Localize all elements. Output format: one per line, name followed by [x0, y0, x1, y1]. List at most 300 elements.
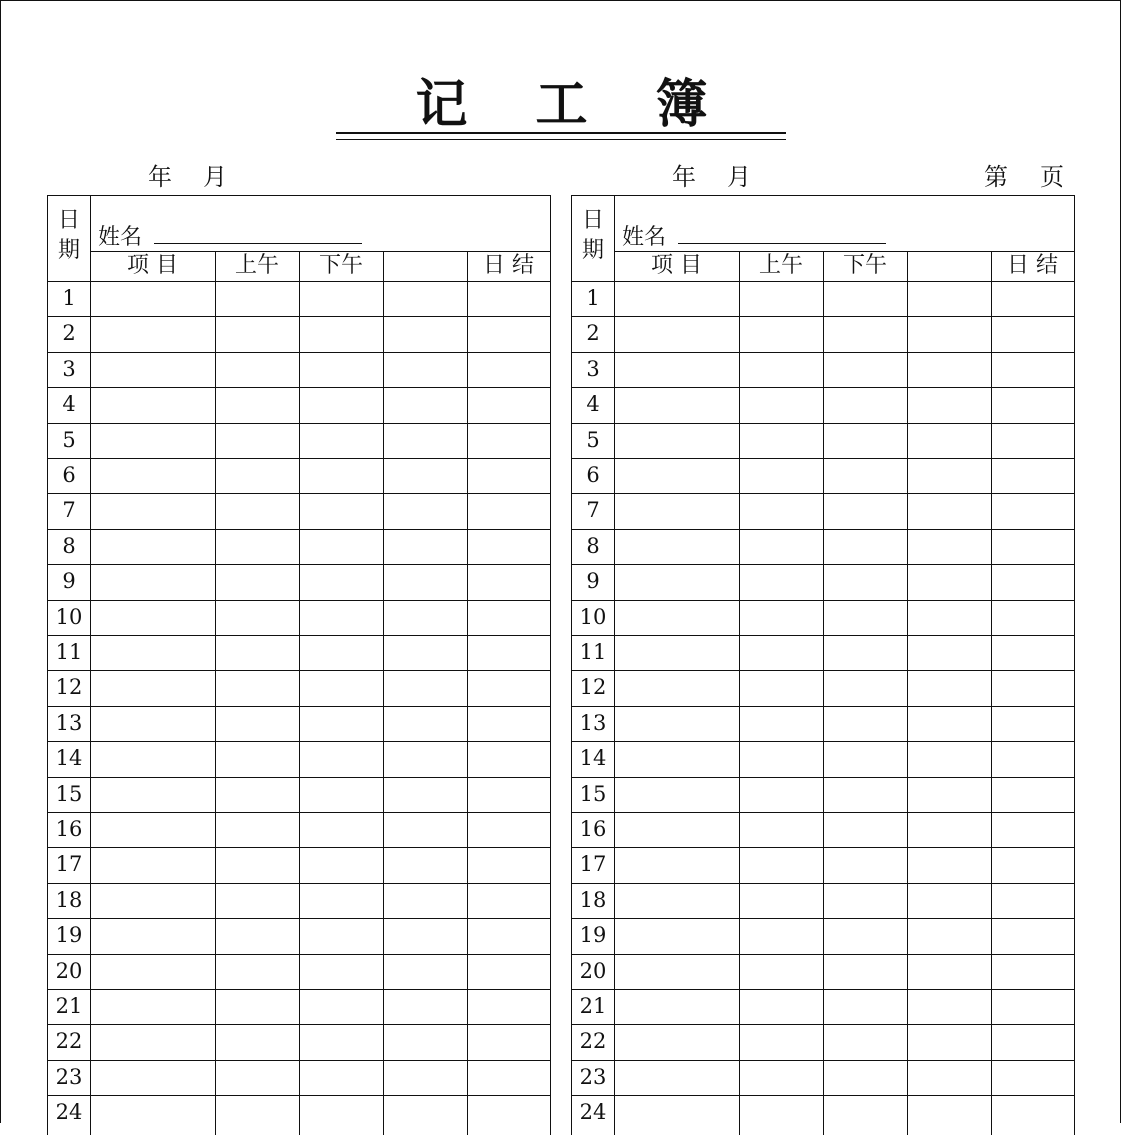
table-cell[interactable]	[823, 282, 907, 316]
table-cell[interactable]	[90, 742, 215, 776]
table-cell[interactable]	[299, 990, 383, 1024]
table-cell[interactable]	[215, 919, 299, 953]
table-cell[interactable]	[614, 565, 739, 599]
table-cell[interactable]	[907, 742, 991, 776]
table-cell[interactable]	[991, 1025, 1074, 1059]
table-cell[interactable]	[907, 919, 991, 953]
table-cell[interactable]	[907, 707, 991, 741]
table-cell[interactable]	[614, 530, 739, 564]
table-cell[interactable]	[739, 707, 823, 741]
table-cell[interactable]	[299, 282, 383, 316]
row-date-number: 11	[55, 640, 83, 664]
table-cell[interactable]	[823, 459, 907, 493]
row-date-number: 5	[62, 427, 76, 452]
table-cell[interactable]	[991, 459, 1074, 493]
table-cell[interactable]	[383, 565, 467, 599]
name-input-line[interactable]	[154, 243, 362, 244]
table-cell[interactable]	[991, 388, 1074, 422]
table-cell[interactable]	[90, 1025, 215, 1059]
table-cell[interactable]	[215, 494, 299, 528]
title-underline-thin	[336, 139, 786, 140]
row-date-number: 1	[586, 286, 600, 310]
table-cell[interactable]	[467, 1025, 550, 1059]
table-cell[interactable]	[299, 1025, 383, 1059]
page-prefix-label: 第	[984, 163, 1008, 191]
table-cell[interactable]	[467, 388, 550, 422]
column-header: 日 结	[483, 253, 534, 278]
table-cell[interactable]	[383, 317, 467, 351]
table-cell[interactable]	[215, 848, 299, 882]
row-date-number: 16	[579, 817, 607, 841]
table-cell[interactable]	[299, 707, 383, 741]
table-cell[interactable]	[299, 317, 383, 351]
table-cell[interactable]	[991, 636, 1074, 670]
table-cell[interactable]	[991, 848, 1074, 882]
table-cell[interactable]	[907, 1096, 991, 1130]
row-date-number: 14	[579, 746, 607, 771]
table-cell[interactable]	[991, 671, 1074, 705]
page-suffix-label: 页	[1040, 163, 1064, 191]
table-cell[interactable]	[991, 530, 1074, 564]
row-date-number: 3	[586, 356, 600, 381]
table-cell[interactable]	[90, 848, 215, 882]
table-cell[interactable]	[991, 955, 1074, 989]
table-cell[interactable]	[90, 813, 215, 847]
row-date-number: 13	[55, 710, 83, 735]
table-cell[interactable]	[299, 848, 383, 882]
column-header	[383, 251, 467, 281]
table-cell[interactable]	[991, 494, 1074, 528]
table-cell[interactable]	[823, 813, 907, 847]
table-cell[interactable]	[907, 601, 991, 635]
table-cell[interactable]	[739, 884, 823, 918]
table-cell[interactable]	[383, 707, 467, 741]
name-label: 姓名	[98, 225, 143, 250]
page-title: 记工簿	[415, 75, 776, 135]
table-cell[interactable]	[907, 494, 991, 528]
table-cell[interactable]	[991, 1096, 1074, 1130]
table-cell[interactable]	[739, 494, 823, 528]
table-cell[interactable]	[991, 353, 1074, 387]
table-cell[interactable]	[90, 884, 215, 918]
table-cell[interactable]	[907, 636, 991, 670]
table-cell[interactable]	[614, 388, 739, 422]
table-cell[interactable]	[991, 317, 1074, 351]
table-cell[interactable]	[907, 317, 991, 351]
table-cell[interactable]	[383, 353, 467, 387]
table-cell[interactable]	[739, 424, 823, 458]
row-date-number: 17	[55, 852, 83, 877]
table-cell[interactable]	[823, 1061, 907, 1095]
row-date-number: 13	[579, 710, 607, 735]
table-cell[interactable]	[215, 955, 299, 989]
table-cell[interactable]	[614, 919, 739, 953]
table-cell[interactable]	[991, 601, 1074, 635]
table-cell[interactable]	[907, 813, 991, 847]
table-cell[interactable]	[467, 353, 550, 387]
table-cell[interactable]	[383, 919, 467, 953]
table-cell[interactable]	[739, 636, 823, 670]
table-cell[interactable]	[739, 813, 823, 847]
table-cell[interactable]	[823, 919, 907, 953]
table-cell[interactable]	[467, 636, 550, 670]
table-cell[interactable]	[907, 282, 991, 316]
table-cell[interactable]	[823, 1025, 907, 1059]
table-cell[interactable]	[907, 884, 991, 918]
row-date-number: 9	[62, 569, 76, 594]
table-cell[interactable]	[739, 1061, 823, 1095]
row-date-number: 2	[586, 321, 600, 346]
table-cell[interactable]	[739, 955, 823, 989]
table-cell[interactable]	[739, 778, 823, 812]
title-underline	[336, 132, 786, 134]
table-cell[interactable]	[991, 565, 1074, 599]
row-date-number: 4	[62, 392, 76, 417]
table-cell[interactable]	[215, 778, 299, 812]
row-date-number: 9	[586, 569, 600, 594]
table-cell[interactable]	[90, 565, 215, 599]
table-cell[interactable]	[614, 1096, 739, 1130]
table-cell[interactable]	[823, 317, 907, 351]
table-cell[interactable]	[991, 919, 1074, 953]
table-cell[interactable]	[215, 1025, 299, 1059]
table-cell[interactable]	[467, 955, 550, 989]
table-cell[interactable]	[215, 565, 299, 599]
column-header: 下午	[318, 253, 363, 278]
table-cell[interactable]	[907, 671, 991, 705]
table-cell[interactable]	[299, 353, 383, 387]
row-date-number: 21	[579, 994, 607, 1018]
table-cell[interactable]	[383, 990, 467, 1024]
row-date-number: 10	[579, 604, 607, 629]
table-cell[interactable]	[823, 707, 907, 741]
row-date-number: 6	[62, 463, 76, 487]
right-work-record-table	[571, 195, 1075, 1135]
table-cell[interactable]	[299, 955, 383, 989]
table-cell[interactable]	[739, 530, 823, 564]
table-cell[interactable]	[907, 530, 991, 564]
table-cell[interactable]	[383, 848, 467, 882]
table-cell[interactable]	[614, 778, 739, 812]
table-cell[interactable]	[614, 848, 739, 882]
table-cell[interactable]	[614, 707, 739, 741]
row-date-number: 20	[55, 958, 83, 983]
table-cell[interactable]	[907, 459, 991, 493]
table-cell[interactable]	[467, 601, 550, 635]
row-date-number: 22	[579, 1029, 607, 1054]
table-cell[interactable]	[383, 282, 467, 316]
table-cell[interactable]	[991, 1061, 1074, 1095]
table-cell[interactable]	[215, 990, 299, 1024]
table-cell[interactable]	[823, 990, 907, 1024]
table-cell[interactable]	[215, 353, 299, 387]
table-cell[interactable]	[383, 778, 467, 812]
table-cell[interactable]	[823, 601, 907, 635]
table-cell[interactable]	[90, 530, 215, 564]
table-cell[interactable]	[90, 424, 215, 458]
table-cell[interactable]	[383, 494, 467, 528]
table-cell[interactable]	[215, 282, 299, 316]
table-cell[interactable]	[383, 742, 467, 776]
table-cell[interactable]	[299, 778, 383, 812]
table-cell[interactable]	[90, 990, 215, 1024]
row-date-number: 7	[62, 498, 76, 523]
table-cell[interactable]	[739, 317, 823, 351]
table-cell[interactable]	[823, 742, 907, 776]
table-cell[interactable]	[383, 671, 467, 705]
table-cell[interactable]	[90, 317, 215, 351]
table-cell[interactable]	[614, 424, 739, 458]
table-cell[interactable]	[823, 388, 907, 422]
table-cell[interactable]	[991, 282, 1074, 316]
row-date-number: 24	[55, 1100, 83, 1125]
table-cell[interactable]	[299, 1096, 383, 1130]
table-cell[interactable]	[299, 813, 383, 847]
table-cell[interactable]	[823, 565, 907, 599]
table-cell[interactable]	[467, 848, 550, 882]
row-date-number: 22	[55, 1029, 83, 1054]
table-cell[interactable]	[90, 671, 215, 705]
table-cell[interactable]	[383, 813, 467, 847]
table-cell[interactable]	[90, 494, 215, 528]
table-cell[interactable]	[614, 990, 739, 1024]
row-date-number: 12	[55, 675, 83, 700]
name-label: 姓名	[622, 225, 667, 250]
table-cell[interactable]	[215, 459, 299, 493]
table-cell[interactable]	[383, 1025, 467, 1059]
table-cell[interactable]	[383, 884, 467, 918]
table-cell[interactable]	[467, 990, 550, 1024]
table-cell[interactable]	[383, 388, 467, 422]
date-header-line-1: 日	[57, 208, 80, 233]
table-cell[interactable]	[215, 530, 299, 564]
table-cell[interactable]	[614, 955, 739, 989]
table-cell[interactable]	[907, 565, 991, 599]
table-cell[interactable]	[90, 778, 215, 812]
table-cell[interactable]	[215, 742, 299, 776]
table-cell[interactable]	[739, 459, 823, 493]
table-cell[interactable]	[299, 884, 383, 918]
table-cell[interactable]	[383, 636, 467, 670]
date-column-header	[48, 206, 90, 266]
table-cell[interactable]	[614, 884, 739, 918]
row-date-number: 8	[586, 533, 600, 558]
row-date-number: 23	[55, 1064, 83, 1089]
table-cell[interactable]	[991, 707, 1074, 741]
table-cell[interactable]	[299, 1061, 383, 1095]
table-cell[interactable]	[90, 636, 215, 670]
table-cell[interactable]	[907, 424, 991, 458]
table-cell[interactable]	[907, 388, 991, 422]
table-cell[interactable]	[991, 742, 1074, 776]
table-cell[interactable]	[907, 990, 991, 1024]
row-date-number: 18	[579, 887, 607, 912]
table-cell[interactable]	[90, 955, 215, 989]
table-cell[interactable]	[299, 388, 383, 422]
table-cell[interactable]	[907, 778, 991, 812]
table-cell[interactable]	[907, 353, 991, 387]
table-cell[interactable]	[739, 282, 823, 316]
table-cell[interactable]	[614, 459, 739, 493]
right-month-label: 月	[727, 163, 751, 191]
table-cell[interactable]	[215, 884, 299, 918]
table-cell[interactable]	[299, 424, 383, 458]
table-cell[interactable]	[90, 282, 215, 316]
table-cell[interactable]	[467, 919, 550, 953]
column-header: 下午	[842, 253, 887, 278]
table-cell[interactable]	[90, 707, 215, 741]
table-cell[interactable]	[467, 707, 550, 741]
row-date-number: 7	[586, 498, 600, 523]
table-cell[interactable]	[614, 1061, 739, 1095]
table-cell[interactable]	[739, 919, 823, 953]
table-cell[interactable]	[90, 919, 215, 953]
row-date-number: 1	[62, 286, 76, 310]
table-cell[interactable]	[383, 1096, 467, 1130]
table-cell[interactable]	[739, 565, 823, 599]
row-date-number: 15	[579, 781, 607, 806]
table-cell[interactable]	[215, 388, 299, 422]
table-cell[interactable]	[215, 317, 299, 351]
table-cell[interactable]	[467, 742, 550, 776]
table-cell[interactable]	[614, 282, 739, 316]
table-cell[interactable]	[739, 1096, 823, 1130]
table-cell[interactable]	[90, 601, 215, 635]
table-cell[interactable]	[823, 848, 907, 882]
table-cell[interactable]	[991, 424, 1074, 458]
date-header-line-2: 期	[581, 238, 604, 263]
table-cell[interactable]	[215, 1096, 299, 1130]
table-cell[interactable]	[299, 565, 383, 599]
table-cell[interactable]	[299, 459, 383, 493]
table-cell[interactable]	[215, 424, 299, 458]
table-cell[interactable]	[739, 742, 823, 776]
column-header: 项 目	[127, 253, 178, 278]
table-cell[interactable]	[823, 530, 907, 564]
table-cell[interactable]	[467, 565, 550, 599]
table-cell[interactable]	[739, 1025, 823, 1059]
table-cell[interactable]	[739, 388, 823, 422]
table-cell[interactable]	[907, 1061, 991, 1095]
table-cell[interactable]	[299, 919, 383, 953]
table-cell[interactable]	[614, 317, 739, 351]
row-date-number: 16	[55, 817, 83, 841]
table-cell[interactable]	[467, 282, 550, 316]
table-cell[interactable]	[467, 424, 550, 458]
table-cell[interactable]	[215, 601, 299, 635]
table-cell[interactable]	[991, 778, 1074, 812]
column-header: 日 结	[1007, 253, 1058, 278]
table-cell[interactable]	[383, 601, 467, 635]
table-cell[interactable]	[299, 494, 383, 528]
table-cell[interactable]	[823, 353, 907, 387]
row-date-number: 11	[579, 640, 607, 664]
table-cell[interactable]	[467, 671, 550, 705]
table-cell[interactable]	[823, 778, 907, 812]
table-cell[interactable]	[383, 530, 467, 564]
date-header-line-2: 期	[57, 238, 80, 263]
table-cell[interactable]	[739, 671, 823, 705]
table-cell[interactable]	[467, 530, 550, 564]
table-cell[interactable]	[467, 813, 550, 847]
table-cell[interactable]	[467, 317, 550, 351]
table-cell[interactable]	[991, 884, 1074, 918]
table-cell[interactable]	[467, 778, 550, 812]
table-cell[interactable]	[614, 671, 739, 705]
table-cell[interactable]	[991, 813, 1074, 847]
name-input-line[interactable]	[678, 243, 886, 244]
table-cell[interactable]	[823, 671, 907, 705]
table-cell[interactable]	[90, 388, 215, 422]
table-cell[interactable]	[739, 353, 823, 387]
table-cell[interactable]	[215, 813, 299, 847]
table-cell[interactable]	[383, 955, 467, 989]
table-cell[interactable]	[739, 848, 823, 882]
table-cell[interactable]	[299, 530, 383, 564]
table-cell[interactable]	[739, 990, 823, 1024]
table-cell[interactable]	[823, 955, 907, 989]
table-cell[interactable]	[823, 1096, 907, 1130]
table-cell[interactable]	[614, 1025, 739, 1059]
table-cell[interactable]	[614, 813, 739, 847]
table-cell[interactable]	[467, 1096, 550, 1130]
table-cell[interactable]	[299, 671, 383, 705]
table-cell[interactable]	[90, 1096, 215, 1130]
table-cell[interactable]	[907, 955, 991, 989]
date-header-line-1: 日	[581, 208, 604, 233]
row-date-number: 4	[586, 392, 600, 417]
table-cell[interactable]	[907, 1025, 991, 1059]
table-cell[interactable]	[823, 494, 907, 528]
table-cell[interactable]	[90, 1061, 215, 1095]
table-cell[interactable]	[215, 636, 299, 670]
row-date-number: 15	[55, 781, 83, 806]
table-cell[interactable]	[907, 848, 991, 882]
date-column-header	[572, 206, 614, 266]
row-date-number: 23	[579, 1064, 607, 1089]
table-cell[interactable]	[614, 636, 739, 670]
table-cell[interactable]	[823, 636, 907, 670]
table-cell[interactable]	[215, 1061, 299, 1095]
table-cell[interactable]	[823, 424, 907, 458]
table-cell[interactable]	[383, 424, 467, 458]
table-cell[interactable]	[299, 601, 383, 635]
table-cell[interactable]	[383, 1061, 467, 1095]
table-cell[interactable]	[467, 459, 550, 493]
table-cell[interactable]	[614, 601, 739, 635]
table-cell[interactable]	[90, 353, 215, 387]
row-date-number: 24	[579, 1100, 607, 1125]
table-cell[interactable]	[467, 494, 550, 528]
row-date-number: 5	[586, 427, 600, 452]
table-cell[interactable]	[991, 990, 1074, 1024]
table-cell[interactable]	[215, 671, 299, 705]
table-cell[interactable]	[215, 707, 299, 741]
table-cell[interactable]	[467, 884, 550, 918]
table-cell[interactable]	[299, 742, 383, 776]
table-cell[interactable]	[614, 742, 739, 776]
table-cell[interactable]	[467, 1061, 550, 1095]
table-cell[interactable]	[739, 601, 823, 635]
table-cell[interactable]	[823, 884, 907, 918]
table-cell[interactable]	[299, 636, 383, 670]
row-date-number: 20	[579, 958, 607, 983]
table-cell[interactable]	[614, 353, 739, 387]
table-cell[interactable]	[614, 494, 739, 528]
row-date-number: 6	[586, 463, 600, 487]
table-cell[interactable]	[90, 459, 215, 493]
table-cell[interactable]	[383, 459, 467, 493]
